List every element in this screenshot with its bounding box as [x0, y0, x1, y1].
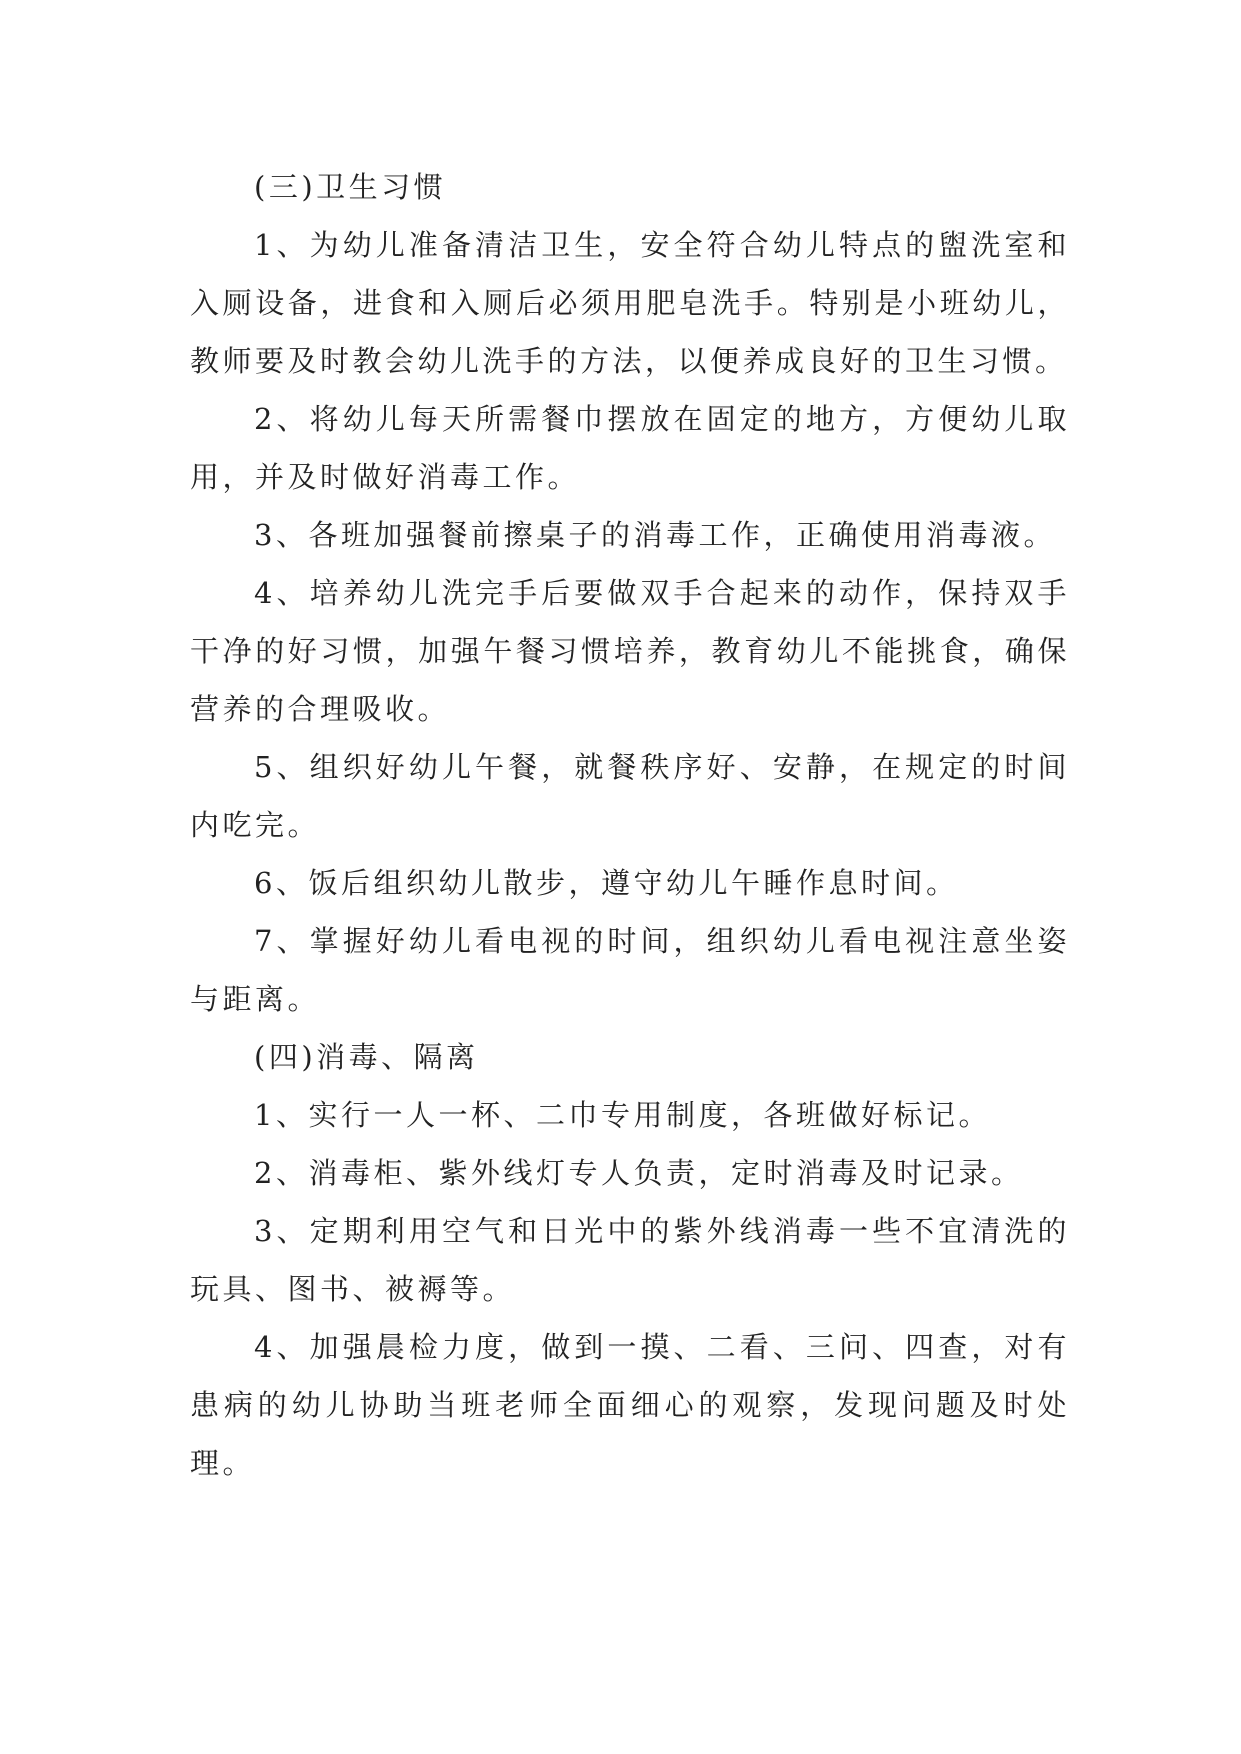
section-heading-disinfection-isolation: (四)消毒、隔离: [254, 1040, 479, 1074]
paragraph: 7、掌握好幼儿看电视的时间，组织幼儿看电视注意坐姿与距离。: [190, 924, 1070, 1016]
paragraph: 6、饭后组织幼儿散步，遵守幼儿午睡作息时间。: [254, 866, 959, 900]
paragraph: 1、实行一人一杯、二巾专用制度，各班做好标记。: [254, 1098, 991, 1132]
section-heading-hygiene-habits: (三)卫生习惯: [254, 170, 447, 204]
paragraph: 5、组织好幼儿午餐，就餐秩序好、安静，在规定的时间内吃完。: [190, 750, 1070, 842]
paragraph: 4、加强晨检力度，做到一摸、二看、三问、四查，对有患病的幼儿协助当班老师全面细心的观察，发现问题及时处理。: [190, 1330, 1070, 1480]
paragraph: 4、培养幼儿洗完手后要做双手合起来的动作，保持双手干净的好习惯，加强午餐习惯培养，教育幼儿不能挑食，确保营养的合理吸收。: [190, 576, 1070, 726]
paragraph: 3、各班加强餐前擦桌子的消毒工作，正确使用消毒液。: [254, 518, 1056, 552]
paragraph: 2、将幼儿每天所需餐巾摆放在固定的地方，方便幼儿取用，并及时做好消毒工作。: [190, 402, 1070, 494]
paragraph: 3、定期利用空气和日光中的紫外线消毒一些不宜清洗的玩具、图书、被褥等。: [190, 1214, 1070, 1306]
document-body: [190, 158, 1070, 1492]
paragraph: 1、为幼儿准备清洁卫生，安全符合幼儿特点的盥洗室和入厕设备，进食和入厕后必须用肥皂洗手。特别是小班幼儿，教师要及时教会幼儿洗手的方法，以便养成良好的卫生习惯。: [190, 228, 1070, 378]
paragraph: 2、消毒柜、紫外线灯专人负责，定时消毒及时记录。: [254, 1156, 1024, 1190]
